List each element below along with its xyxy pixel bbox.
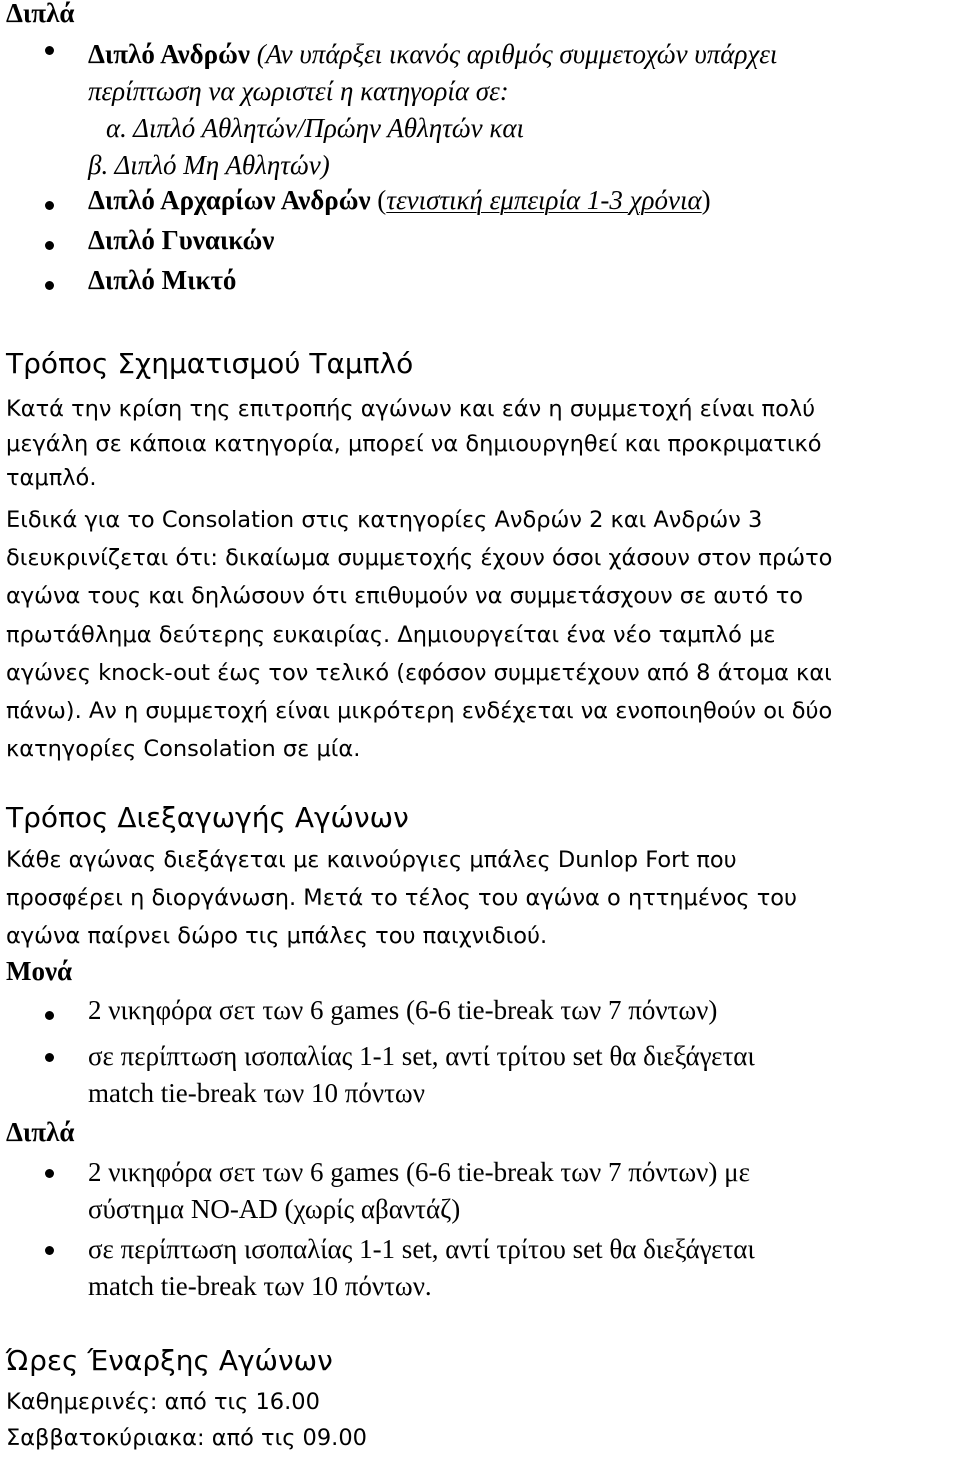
draw-formation-paragraph-2 <box>6 501 954 768</box>
text-line: πρωτάθλημα δεύτερης ευκαιρίας. Δημιουργείται ένα νέο ταμπλό με <box>6 621 776 648</box>
beginners-note-close: ) <box>701 185 711 215</box>
match-conduct-heading: Τρόπος Διεξαγωγής Αγώνων <box>6 801 409 834</box>
beginners-note: τενιστική εμπειρία 1-3 χρόνια <box>386 185 702 215</box>
text-line: αγώνα παίρνει δώρο τις μπάλες του παιχνιδιού. <box>6 923 548 949</box>
singles-heading: Μονά <box>6 956 73 986</box>
text-line: σύστημα NO-AD (χωρίς αβαντάζ) <box>88 1194 461 1224</box>
start-times-heading: Ώρες Έναρξης Αγώνων <box>6 1344 333 1377</box>
text-line: Ειδικά για το Consolation στις κατηγορίες Ανδρών 2 και Ανδρών 3 <box>6 507 763 533</box>
bullet-icon <box>45 241 54 250</box>
bullet-icon <box>45 1053 54 1062</box>
list-item-beginners-doubles <box>88 185 954 216</box>
list-item-mixed-doubles: Διπλό Μικτό <box>88 265 237 295</box>
text-line: σε περίπτωση ισοπαλίας 1-1 set, αντί τρίτου set θα διεξάγεται <box>88 1234 755 1264</box>
text-line: match tie-break των 10 πόντων <box>88 1078 425 1108</box>
draw-formation-heading: Τρόπος Σχηματισμού Ταμπλό <box>6 347 414 380</box>
men-doubles-note-line-2: περίπτωση να χωριστεί η κατηγορία σε: <box>88 76 509 106</box>
draw-formation-paragraph-1 <box>6 392 954 496</box>
text-line: πάνω). Αν η συμμετοχή είναι μικρότερη ενδέχεται να ενοποιηθούν οι δύο <box>6 698 833 725</box>
text-line: 2 νικηφόρα σετ των 6 games (6-6 tie-break των 7 πόντων) <box>88 995 718 1025</box>
singles-rule-2 <box>88 1038 954 1112</box>
text-line: 2 νικηφόρα σετ των 6 games (6-6 tie-break των 7 πόντων) με <box>88 1157 750 1187</box>
weekends-time: Σαββατοκύριακα: από τις 09.00 <box>6 1425 367 1451</box>
text-line: μεγάλη σε κάποια κατηγορία, μπορεί να δημιουργηθεί και προκριματικό <box>6 430 822 457</box>
match-conduct-paragraph <box>6 841 954 955</box>
text-line: match tie-break των 10 πόντων. <box>88 1271 432 1301</box>
doubles-rule-2 <box>88 1231 954 1305</box>
beginners-note-open: ( <box>370 185 387 215</box>
doubles-categories-heading: Διπλά <box>6 0 75 28</box>
men-doubles-note-line-1: (Αν υπάρξει ικανός αριθμός συμμετοχών υπάρχει <box>249 39 778 69</box>
text-line: σε περίπτωση ισοπαλίας 1-1 set, αντί τρίτου set θα διεξάγεται <box>88 1041 755 1071</box>
text-line: ταμπλό. <box>6 465 97 491</box>
doubles-rule-1 <box>88 1154 954 1228</box>
text-line: κατηγορίες Consolation σε μία. <box>6 736 361 763</box>
bullet-icon <box>45 1169 54 1178</box>
singles-rule-1 <box>88 995 954 1026</box>
bullet-icon <box>45 46 54 55</box>
bullet-icon <box>45 1011 54 1020</box>
men-doubles-label: Διπλό Ανδρών <box>88 39 250 69</box>
start-times-list <box>6 1384 954 1456</box>
list-item-women-doubles: Διπλό Γυναικών <box>88 225 275 255</box>
text-line: Κάθε αγώνας διεξάγεται με καινούργιες μπάλες Dunlop Fort που <box>6 847 737 873</box>
text-line: προσφέρει η διοργάνωση. Μετά το τέλος του αγώνα ο ηττημένος του <box>6 885 798 911</box>
bullet-icon <box>45 281 54 290</box>
weekdays-time: Καθημερινές: από τις 16.00 <box>6 1389 320 1415</box>
bullet-icon <box>45 201 54 210</box>
text-line: Κατά την κρίση της επιτροπής αγώνων και εάν η συμμετοχή είναι πολύ <box>6 396 816 422</box>
beginners-doubles-label: Διπλό Αρχαρίων Ανδρών <box>88 185 371 215</box>
list-item-men-doubles <box>88 36 954 184</box>
text-line: αγώνα τους και δηλώσουν ότι επιθυμούν να συμμετάσχουν σε αυτό το <box>6 583 804 610</box>
text-line: αγώνες knock-out έως τον τελικό (εφόσον συμμετέχουν από 8 άτομα και <box>6 659 832 686</box>
bullet-icon <box>45 1246 54 1255</box>
men-doubles-note-line-4: β. Διπλό Μη Αθλητών) <box>88 150 330 180</box>
men-doubles-note-line-3: α. Διπλό Αθλητών/Πρώην Αθλητών και <box>106 113 524 143</box>
text-line: διευκρινίζεται ότι: δικαίωμα συμμετοχής έχουν όσοι χάσουν στον πρώτο <box>6 545 833 572</box>
doubles-heading: Διπλά <box>6 1117 75 1147</box>
